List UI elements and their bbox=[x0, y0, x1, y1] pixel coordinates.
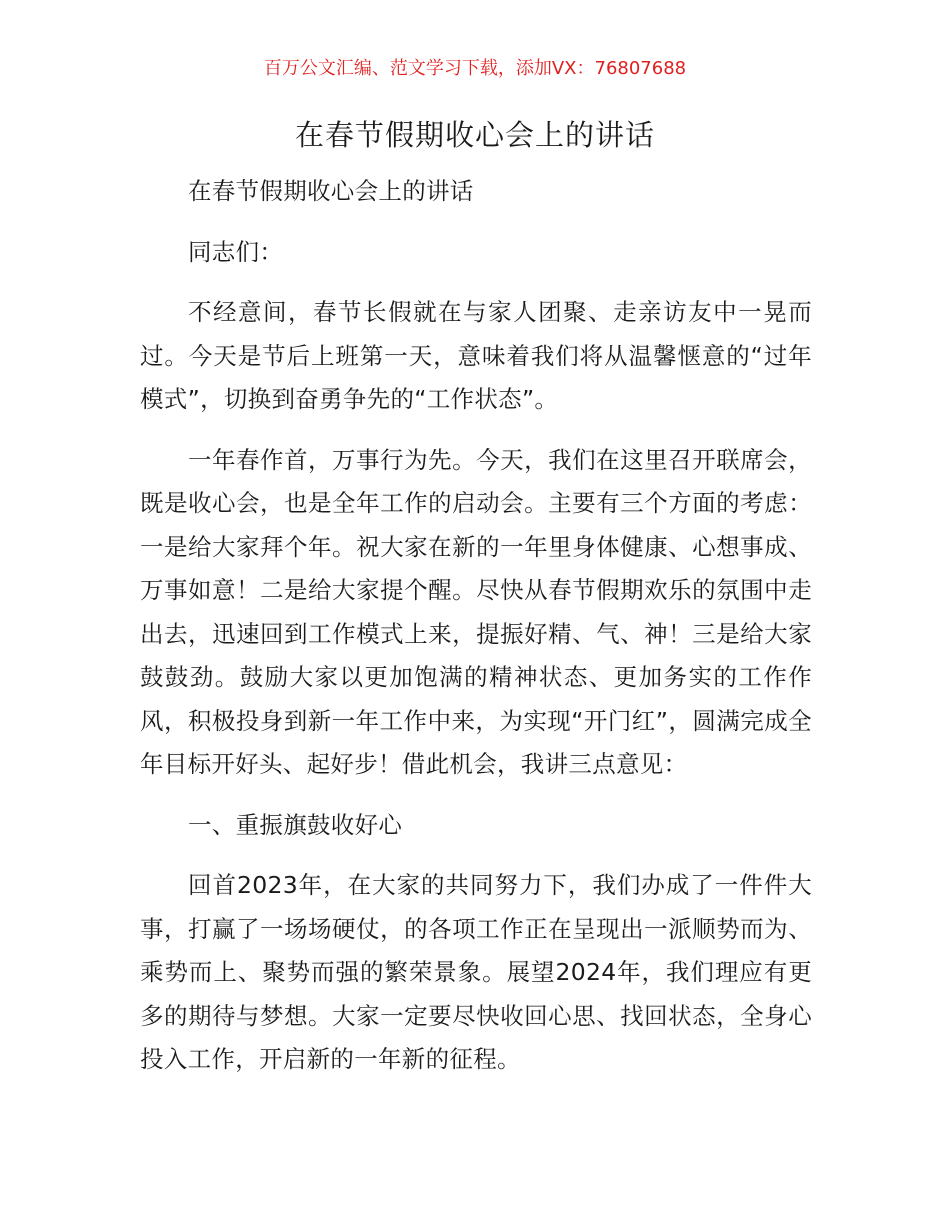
header-watermark-text: 百万公文汇编、范文学习下载，添加VX：76807688 bbox=[263, 58, 687, 79]
paragraph: 回首2023年，在大家的共同努力下，我们办成了一件件大事，打赢了一场场硬仗，的各项工作正在呈现出一派顺势而为、乘势而上、聚势而强的繁荣景象。展望2024年，我们理应有更多的期待与梦想。大家一定要尽快收回心思、找回状态，全身心投入工作，开启新的一年新的征程。 bbox=[140, 871, 812, 1073]
paragraph: 一年春作首，万事行为先。今天，我们在这里召开联席会，既是收心会，也是全年工作的启动会。主要有三个方面的考虑：一是给大家拜个年。祝大家在新的一年里身体健康、心想事成、万事如意！二是给大家提个醒。尽快从春节假期欢乐的氛围中走出去，迅速回到工作模式上来，提振好精、气、神！三是给大家鼓鼓劲。鼓励大家以更加饱满的精神状态、更加务实的工作作风，积极投身到新一年工作中来，为实现“开门红”，圆满完成全年目标开好头、起好步！借此机会，我讲三点意见： bbox=[140, 445, 812, 778]
document-body bbox=[140, 170, 812, 1099]
paragraph-subtitle: 在春节假期收心会上的讲话 bbox=[188, 177, 474, 205]
paragraph: 不经意间，春节长假就在与家人团聚、走亲访友中一晃而过。今天是节后上班第一天，意味着我们将从温馨惬意的“过年模式”，切换到奋勇争先的“工作状态”。 bbox=[140, 298, 812, 413]
paragraph-salutation: 同志们： bbox=[188, 237, 284, 266]
document-title: 在春节假期收心会上的讲话 bbox=[294, 118, 655, 152]
section-heading: 一、重振旗鼓收好心 bbox=[188, 810, 403, 839]
